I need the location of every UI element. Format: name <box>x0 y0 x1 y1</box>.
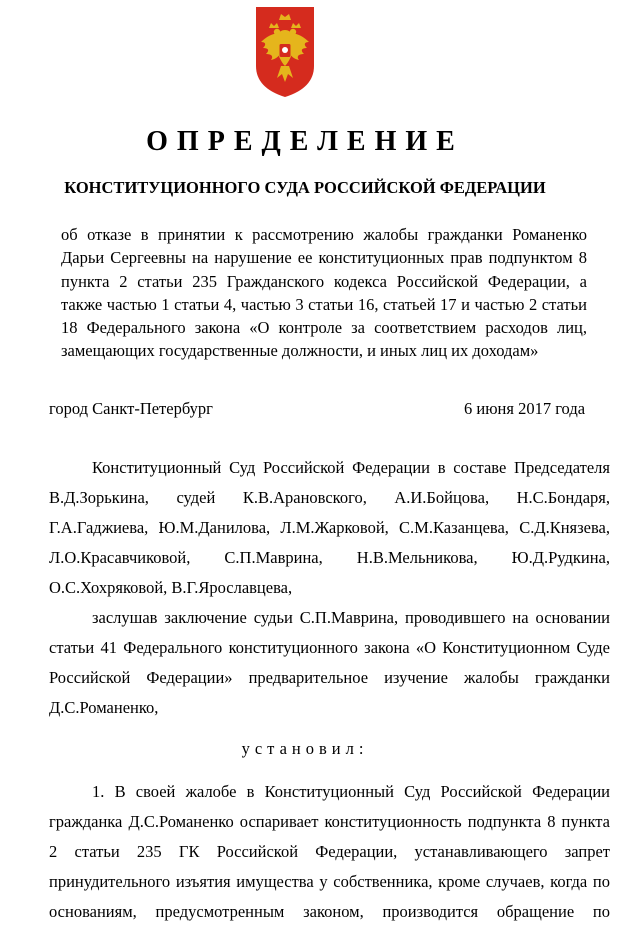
court-composition-paragraph: Конституционный Суд Российской Федерации в составе Председателя В.Д.Зорькина, судей К.В.Арановского, А.И.Бойцова, Н.С.Бондаря, Г.А.Гаджиева, Ю.М.Данилова, Л.М.Жарковой, С.М.Казанцева, С.Д.Князева, Л.О.Красавчиковой, С.П.Маврина, Н.В.Мельникова, Ю.Д.Рудкина, О.С.Хохряковой, В.Г.Ярославцева, <box>49 458 610 597</box>
court-name: КОНСТИТУЦИОННОГО СУДА РОССИЙСКОЙ ФЕДЕРАЦИИ <box>64 178 546 197</box>
document-date: 6 июня 2017 года <box>464 399 586 418</box>
russian-coat-of-arms-icon <box>255 6 315 98</box>
document-subject: об отказе в принятии к рассмотрению жалобы гражданки Романенко Дарьи Сергеевны на нарушение ее конституционных прав подпунктом 8 пункта 2 статьи 235 Гражданского кодекса Российской Федерации, а также частью 1 статьи 4, частью 3 статьи 16, статьей 17 и частью 2 статьи 18 Федерального закона «О контроле за соответствием расходов лиц, замещающих государственные должности, и иных лиц их доходам» <box>61 225 587 361</box>
complaint-paragraph: 1. В своей жалобе в Конституционный Суд Российской Федерации гражданка Д.С.Романенко оспаривает конституционность подпункта 8 пункта 2 статьи 235 ГК Российской Федерации, устанавливающего запрет принудительного изъятия имущества у собственника, кроме случаев, когда по основаниям, предусмотренным законом, производится обращение по <box>49 782 610 921</box>
document-title: ОПРЕДЕЛЕНИЕ <box>146 126 464 157</box>
place-city: город Санкт-Петербург <box>49 399 213 418</box>
section-heading-established: установил: <box>241 739 369 758</box>
judge-report-paragraph: заслушав заключение судьи С.П.Маврина, проводившего на основании статьи 41 Федерального конституционного закона «О Конституционном Суде Российской Федерации» предварительное изучение жалобы гражданки Д.С.Романенко, <box>49 608 610 717</box>
